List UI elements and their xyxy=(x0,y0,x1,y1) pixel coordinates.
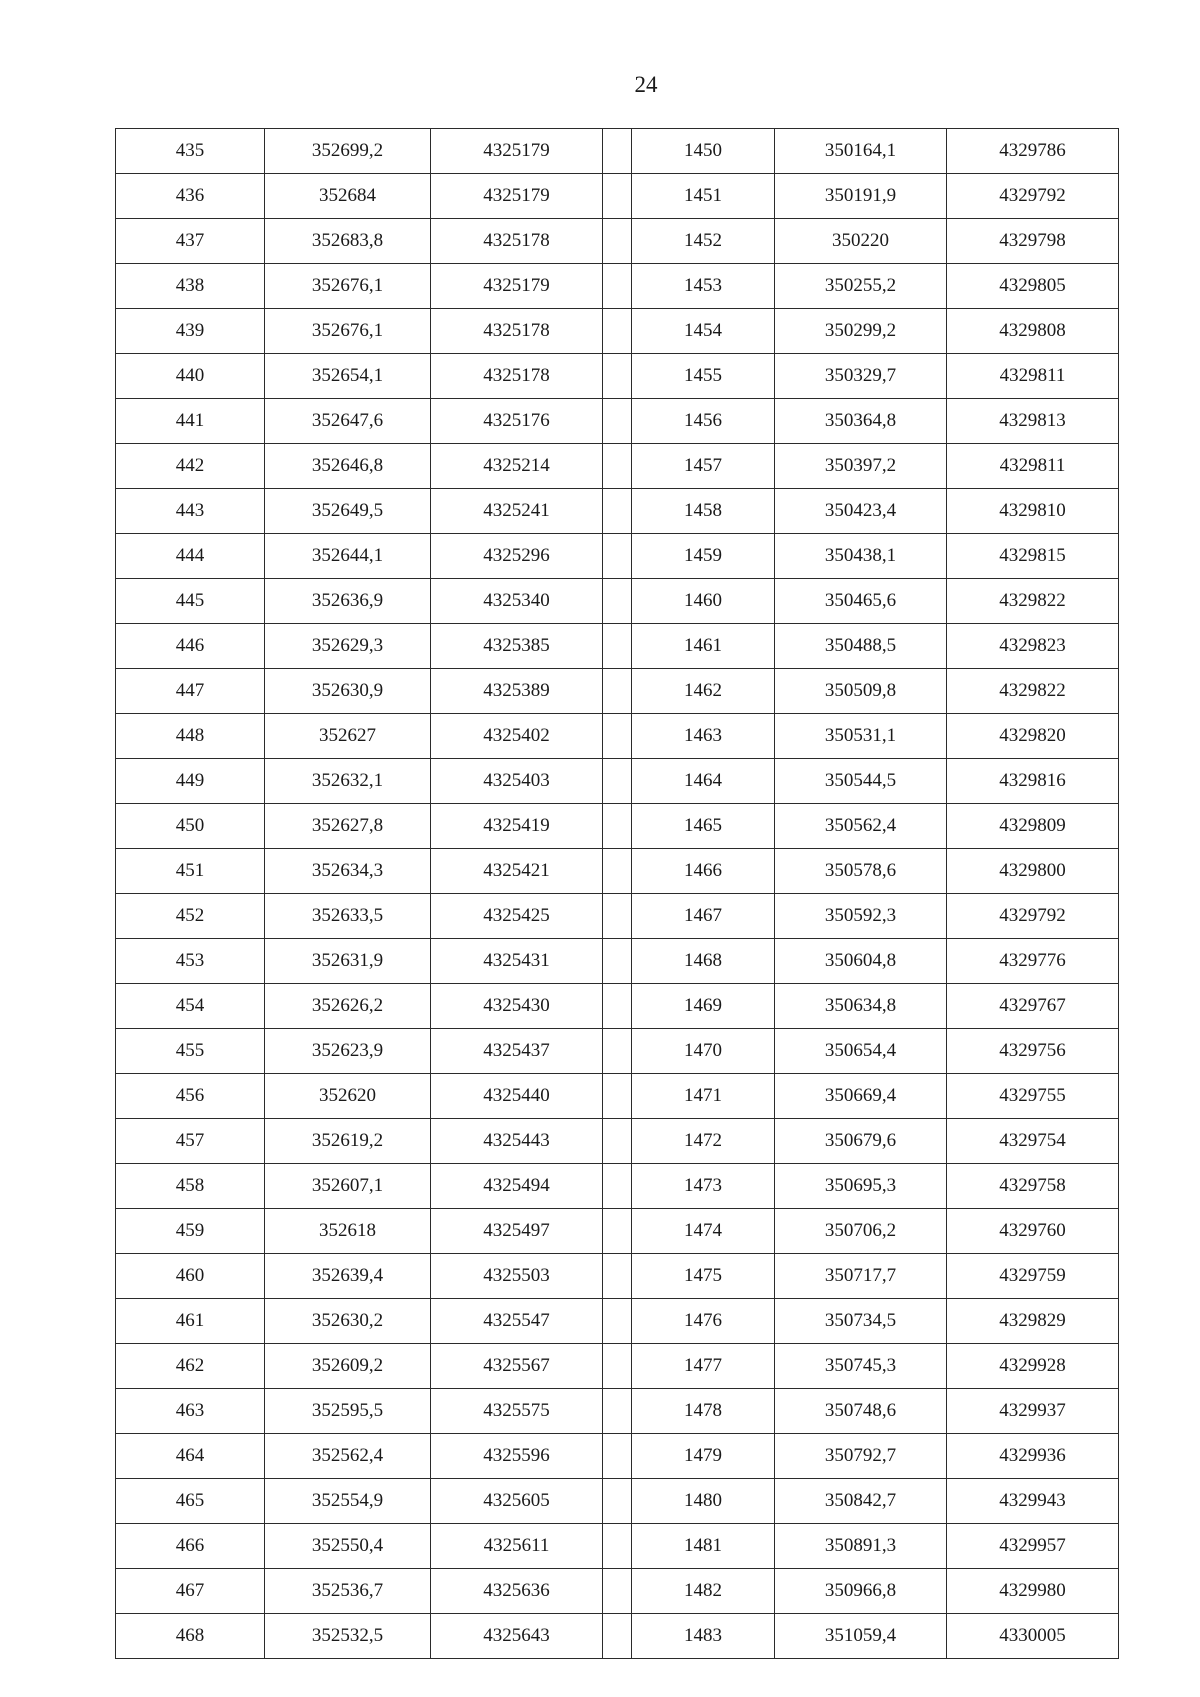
right-point-number-cell: 1475 xyxy=(632,1254,775,1299)
table-row xyxy=(116,1434,1119,1479)
right-point-number-cell: 1481 xyxy=(632,1524,775,1569)
left-y-coordinate-cell: 4325389 xyxy=(431,669,603,714)
left-y-coordinate-cell: 4325636 xyxy=(431,1569,603,1614)
left-point-number-cell: 450 xyxy=(116,804,265,849)
right-y-coordinate-cell: 4329822 xyxy=(947,669,1119,714)
right-point-number-cell: 1471 xyxy=(632,1074,775,1119)
left-y-coordinate-cell: 4325643 xyxy=(431,1614,603,1659)
table-row xyxy=(116,1524,1119,1569)
left-point-number-cell: 462 xyxy=(116,1344,265,1389)
right-point-number-cell: 1455 xyxy=(632,354,775,399)
right-point-number-cell: 1452 xyxy=(632,219,775,264)
table-row xyxy=(116,624,1119,669)
left-point-number-cell: 448 xyxy=(116,714,265,759)
right-point-number-cell: 1453 xyxy=(632,264,775,309)
left-y-coordinate-cell: 4325214 xyxy=(431,444,603,489)
coordinates-table xyxy=(115,128,1119,1659)
left-x-coordinate-cell: 352629,3 xyxy=(265,624,431,669)
right-point-number-cell: 1480 xyxy=(632,1479,775,1524)
left-y-coordinate-cell: 4325421 xyxy=(431,849,603,894)
table-row xyxy=(116,1164,1119,1209)
left-y-coordinate-cell: 4325430 xyxy=(431,984,603,1029)
column-gap xyxy=(603,1524,632,1569)
left-y-coordinate-cell: 4325494 xyxy=(431,1164,603,1209)
right-point-number-cell: 1474 xyxy=(632,1209,775,1254)
left-y-coordinate-cell: 4325596 xyxy=(431,1434,603,1479)
right-y-coordinate-cell: 4329754 xyxy=(947,1119,1119,1164)
column-gap xyxy=(603,669,632,714)
left-point-number-cell: 444 xyxy=(116,534,265,579)
left-x-coordinate-cell: 352644,1 xyxy=(265,534,431,579)
left-point-number-cell: 437 xyxy=(116,219,265,264)
left-point-number-cell: 458 xyxy=(116,1164,265,1209)
right-y-coordinate-cell: 4329792 xyxy=(947,174,1119,219)
column-gap xyxy=(603,849,632,894)
right-point-number-cell: 1463 xyxy=(632,714,775,759)
left-point-number-cell: 443 xyxy=(116,489,265,534)
left-y-coordinate-cell: 4325176 xyxy=(431,399,603,444)
right-y-coordinate-cell: 4329815 xyxy=(947,534,1119,579)
left-y-coordinate-cell: 4325178 xyxy=(431,354,603,399)
table-row xyxy=(116,669,1119,714)
left-y-coordinate-cell: 4325547 xyxy=(431,1299,603,1344)
right-point-number-cell: 1462 xyxy=(632,669,775,714)
left-x-coordinate-cell: 352627,8 xyxy=(265,804,431,849)
table-row xyxy=(116,534,1119,579)
right-y-coordinate-cell: 4329786 xyxy=(947,129,1119,174)
left-point-number-cell: 436 xyxy=(116,174,265,219)
column-gap xyxy=(603,1119,632,1164)
table-row xyxy=(116,1119,1119,1164)
left-point-number-cell: 435 xyxy=(116,129,265,174)
table-row xyxy=(116,939,1119,984)
left-point-number-cell: 440 xyxy=(116,354,265,399)
right-point-number-cell: 1477 xyxy=(632,1344,775,1389)
table-row xyxy=(116,489,1119,534)
table-row xyxy=(116,129,1119,174)
right-x-coordinate-cell: 350734,5 xyxy=(775,1299,947,1344)
table-row xyxy=(116,264,1119,309)
left-x-coordinate-cell: 352699,2 xyxy=(265,129,431,174)
left-y-coordinate-cell: 4325402 xyxy=(431,714,603,759)
right-y-coordinate-cell: 4329760 xyxy=(947,1209,1119,1254)
left-y-coordinate-cell: 4325503 xyxy=(431,1254,603,1299)
right-x-coordinate-cell: 350745,3 xyxy=(775,1344,947,1389)
left-x-coordinate-cell: 352632,1 xyxy=(265,759,431,804)
right-point-number-cell: 1478 xyxy=(632,1389,775,1434)
column-gap xyxy=(603,264,632,309)
right-y-coordinate-cell: 4329798 xyxy=(947,219,1119,264)
right-x-coordinate-cell: 350634,8 xyxy=(775,984,947,1029)
right-point-number-cell: 1469 xyxy=(632,984,775,1029)
right-x-coordinate-cell: 350717,7 xyxy=(775,1254,947,1299)
right-point-number-cell: 1458 xyxy=(632,489,775,534)
left-x-coordinate-cell: 352626,2 xyxy=(265,984,431,1029)
right-y-coordinate-cell: 4329792 xyxy=(947,894,1119,939)
table-row xyxy=(116,309,1119,354)
left-x-coordinate-cell: 352532,5 xyxy=(265,1614,431,1659)
right-x-coordinate-cell: 350220 xyxy=(775,219,947,264)
left-y-coordinate-cell: 4325340 xyxy=(431,579,603,624)
right-y-coordinate-cell: 4329776 xyxy=(947,939,1119,984)
left-y-coordinate-cell: 4325241 xyxy=(431,489,603,534)
right-x-coordinate-cell: 350669,4 xyxy=(775,1074,947,1119)
left-x-coordinate-cell: 352636,9 xyxy=(265,579,431,624)
right-y-coordinate-cell: 4329800 xyxy=(947,849,1119,894)
right-x-coordinate-cell: 350654,4 xyxy=(775,1029,947,1074)
column-gap xyxy=(603,624,632,669)
column-gap xyxy=(603,1074,632,1119)
left-y-coordinate-cell: 4325178 xyxy=(431,309,603,354)
left-point-number-cell: 468 xyxy=(116,1614,265,1659)
table-row xyxy=(116,579,1119,624)
column-gap xyxy=(603,1389,632,1434)
column-gap xyxy=(603,1254,632,1299)
right-point-number-cell: 1461 xyxy=(632,624,775,669)
table-row xyxy=(116,174,1119,219)
right-x-coordinate-cell: 350695,3 xyxy=(775,1164,947,1209)
right-x-coordinate-cell: 350706,2 xyxy=(775,1209,947,1254)
left-x-coordinate-cell: 352554,9 xyxy=(265,1479,431,1524)
left-point-number-cell: 456 xyxy=(116,1074,265,1119)
left-x-coordinate-cell: 352630,2 xyxy=(265,1299,431,1344)
column-gap xyxy=(603,1569,632,1614)
table-row xyxy=(116,894,1119,939)
column-gap xyxy=(603,444,632,489)
left-y-coordinate-cell: 4325611 xyxy=(431,1524,603,1569)
right-y-coordinate-cell: 4329822 xyxy=(947,579,1119,624)
column-gap xyxy=(603,1209,632,1254)
left-x-coordinate-cell: 352654,1 xyxy=(265,354,431,399)
table-row xyxy=(116,849,1119,894)
column-gap xyxy=(603,939,632,984)
right-y-coordinate-cell: 4329980 xyxy=(947,1569,1119,1614)
column-gap xyxy=(603,129,632,174)
left-point-number-cell: 455 xyxy=(116,1029,265,1074)
right-point-number-cell: 1457 xyxy=(632,444,775,489)
table-row xyxy=(116,1569,1119,1614)
left-x-coordinate-cell: 352631,9 xyxy=(265,939,431,984)
right-point-number-cell: 1468 xyxy=(632,939,775,984)
left-y-coordinate-cell: 4325425 xyxy=(431,894,603,939)
left-y-coordinate-cell: 4325419 xyxy=(431,804,603,849)
column-gap xyxy=(603,984,632,1029)
column-gap xyxy=(603,1299,632,1344)
right-x-coordinate-cell: 350966,8 xyxy=(775,1569,947,1614)
left-x-coordinate-cell: 352550,4 xyxy=(265,1524,431,1569)
left-point-number-cell: 438 xyxy=(116,264,265,309)
table-row xyxy=(116,804,1119,849)
right-x-coordinate-cell: 350891,3 xyxy=(775,1524,947,1569)
left-x-coordinate-cell: 352609,2 xyxy=(265,1344,431,1389)
right-y-coordinate-cell: 4329957 xyxy=(947,1524,1119,1569)
right-x-coordinate-cell: 350191,9 xyxy=(775,174,947,219)
right-y-coordinate-cell: 4329811 xyxy=(947,444,1119,489)
left-y-coordinate-cell: 4325567 xyxy=(431,1344,603,1389)
right-y-coordinate-cell: 4329810 xyxy=(947,489,1119,534)
table-row xyxy=(116,1209,1119,1254)
table-row xyxy=(116,1029,1119,1074)
right-x-coordinate-cell: 350842,7 xyxy=(775,1479,947,1524)
right-x-coordinate-cell: 350578,6 xyxy=(775,849,947,894)
left-point-number-cell: 465 xyxy=(116,1479,265,1524)
right-point-number-cell: 1473 xyxy=(632,1164,775,1209)
column-gap xyxy=(603,354,632,399)
column-gap xyxy=(603,534,632,579)
right-x-coordinate-cell: 350488,5 xyxy=(775,624,947,669)
left-x-coordinate-cell: 352618 xyxy=(265,1209,431,1254)
table-row xyxy=(116,444,1119,489)
left-point-number-cell: 457 xyxy=(116,1119,265,1164)
left-y-coordinate-cell: 4325179 xyxy=(431,129,603,174)
right-point-number-cell: 1476 xyxy=(632,1299,775,1344)
right-y-coordinate-cell: 4330005 xyxy=(947,1614,1119,1659)
right-y-coordinate-cell: 4329808 xyxy=(947,309,1119,354)
right-point-number-cell: 1467 xyxy=(632,894,775,939)
column-gap xyxy=(603,1479,632,1524)
column-gap xyxy=(603,804,632,849)
right-point-number-cell: 1459 xyxy=(632,534,775,579)
table-row xyxy=(116,714,1119,759)
page-number: 24 xyxy=(634,72,658,97)
right-x-coordinate-cell: 350438,1 xyxy=(775,534,947,579)
left-x-coordinate-cell: 352649,5 xyxy=(265,489,431,534)
left-y-coordinate-cell: 4325179 xyxy=(431,174,603,219)
column-gap xyxy=(603,489,632,534)
left-x-coordinate-cell: 352607,1 xyxy=(265,1164,431,1209)
right-x-coordinate-cell: 350544,5 xyxy=(775,759,947,804)
left-point-number-cell: 442 xyxy=(116,444,265,489)
table-row xyxy=(116,984,1119,1029)
right-point-number-cell: 1454 xyxy=(632,309,775,354)
left-x-coordinate-cell: 352623,9 xyxy=(265,1029,431,1074)
right-point-number-cell: 1470 xyxy=(632,1029,775,1074)
table-row xyxy=(116,1074,1119,1119)
right-y-coordinate-cell: 4329755 xyxy=(947,1074,1119,1119)
left-x-coordinate-cell: 352627 xyxy=(265,714,431,759)
left-x-coordinate-cell: 352633,5 xyxy=(265,894,431,939)
right-x-coordinate-cell: 350604,8 xyxy=(775,939,947,984)
column-gap xyxy=(603,1434,632,1479)
right-y-coordinate-cell: 4329943 xyxy=(947,1479,1119,1524)
right-x-coordinate-cell: 350423,4 xyxy=(775,489,947,534)
left-point-number-cell: 466 xyxy=(116,1524,265,1569)
left-y-coordinate-cell: 4325179 xyxy=(431,264,603,309)
left-point-number-cell: 459 xyxy=(116,1209,265,1254)
right-y-coordinate-cell: 4329816 xyxy=(947,759,1119,804)
right-x-coordinate-cell: 350299,2 xyxy=(775,309,947,354)
right-point-number-cell: 1472 xyxy=(632,1119,775,1164)
right-x-coordinate-cell: 350465,6 xyxy=(775,579,947,624)
left-x-coordinate-cell: 352647,6 xyxy=(265,399,431,444)
column-gap xyxy=(603,714,632,759)
column-gap xyxy=(603,759,632,804)
left-x-coordinate-cell: 352620 xyxy=(265,1074,431,1119)
left-x-coordinate-cell: 352595,5 xyxy=(265,1389,431,1434)
column-gap xyxy=(603,1164,632,1209)
left-point-number-cell: 461 xyxy=(116,1299,265,1344)
left-point-number-cell: 463 xyxy=(116,1389,265,1434)
column-gap xyxy=(603,219,632,264)
right-y-coordinate-cell: 4329820 xyxy=(947,714,1119,759)
right-y-coordinate-cell: 4329809 xyxy=(947,804,1119,849)
left-y-coordinate-cell: 4325403 xyxy=(431,759,603,804)
right-y-coordinate-cell: 4329829 xyxy=(947,1299,1119,1344)
table-row xyxy=(116,1299,1119,1344)
left-point-number-cell: 441 xyxy=(116,399,265,444)
left-point-number-cell: 439 xyxy=(116,309,265,354)
right-x-coordinate-cell: 350397,2 xyxy=(775,444,947,489)
table-row xyxy=(116,1614,1119,1659)
left-y-coordinate-cell: 4325385 xyxy=(431,624,603,669)
right-y-coordinate-cell: 4329936 xyxy=(947,1434,1119,1479)
left-point-number-cell: 446 xyxy=(116,624,265,669)
table-row xyxy=(116,1344,1119,1389)
left-y-coordinate-cell: 4325575 xyxy=(431,1389,603,1434)
left-point-number-cell: 464 xyxy=(116,1434,265,1479)
coordinates-table-body xyxy=(116,129,1119,1659)
column-gap xyxy=(603,174,632,219)
right-y-coordinate-cell: 4329928 xyxy=(947,1344,1119,1389)
right-y-coordinate-cell: 4329811 xyxy=(947,354,1119,399)
left-x-coordinate-cell: 352676,1 xyxy=(265,264,431,309)
right-x-coordinate-cell: 351059,4 xyxy=(775,1614,947,1659)
left-x-coordinate-cell: 352676,1 xyxy=(265,309,431,354)
table-row xyxy=(116,354,1119,399)
column-gap xyxy=(603,1614,632,1659)
right-x-coordinate-cell: 350592,3 xyxy=(775,894,947,939)
left-point-number-cell: 449 xyxy=(116,759,265,804)
left-y-coordinate-cell: 4325178 xyxy=(431,219,603,264)
left-x-coordinate-cell: 352684 xyxy=(265,174,431,219)
left-point-number-cell: 460 xyxy=(116,1254,265,1299)
right-y-coordinate-cell: 4329758 xyxy=(947,1164,1119,1209)
left-point-number-cell: 447 xyxy=(116,669,265,714)
table-row xyxy=(116,399,1119,444)
column-gap xyxy=(603,579,632,624)
left-point-number-cell: 454 xyxy=(116,984,265,1029)
left-y-coordinate-cell: 4325437 xyxy=(431,1029,603,1074)
column-gap xyxy=(603,894,632,939)
right-point-number-cell: 1464 xyxy=(632,759,775,804)
left-y-coordinate-cell: 4325431 xyxy=(431,939,603,984)
right-y-coordinate-cell: 4329813 xyxy=(947,399,1119,444)
left-point-number-cell: 451 xyxy=(116,849,265,894)
column-gap xyxy=(603,399,632,444)
right-point-number-cell: 1456 xyxy=(632,399,775,444)
left-x-coordinate-cell: 352630,9 xyxy=(265,669,431,714)
left-y-coordinate-cell: 4325296 xyxy=(431,534,603,579)
column-gap xyxy=(603,1029,632,1074)
left-x-coordinate-cell: 352634,3 xyxy=(265,849,431,894)
right-x-coordinate-cell: 350748,6 xyxy=(775,1389,947,1434)
right-y-coordinate-cell: 4329756 xyxy=(947,1029,1119,1074)
left-point-number-cell: 452 xyxy=(116,894,265,939)
table-row xyxy=(116,1254,1119,1299)
column-gap xyxy=(603,309,632,354)
right-point-number-cell: 1460 xyxy=(632,579,775,624)
left-x-coordinate-cell: 352639,4 xyxy=(265,1254,431,1299)
left-y-coordinate-cell: 4325497 xyxy=(431,1209,603,1254)
left-x-coordinate-cell: 352619,2 xyxy=(265,1119,431,1164)
table-row xyxy=(116,1389,1119,1434)
right-x-coordinate-cell: 350679,6 xyxy=(775,1119,947,1164)
right-point-number-cell: 1483 xyxy=(632,1614,775,1659)
right-point-number-cell: 1451 xyxy=(632,174,775,219)
right-x-coordinate-cell: 350255,2 xyxy=(775,264,947,309)
right-x-coordinate-cell: 350329,7 xyxy=(775,354,947,399)
left-y-coordinate-cell: 4325440 xyxy=(431,1074,603,1119)
left-x-coordinate-cell: 352536,7 xyxy=(265,1569,431,1614)
left-x-coordinate-cell: 352683,8 xyxy=(265,219,431,264)
left-point-number-cell: 453 xyxy=(116,939,265,984)
right-x-coordinate-cell: 350164,1 xyxy=(775,129,947,174)
right-x-coordinate-cell: 350531,1 xyxy=(775,714,947,759)
left-point-number-cell: 445 xyxy=(116,579,265,624)
right-point-number-cell: 1450 xyxy=(632,129,775,174)
table-row xyxy=(116,759,1119,804)
right-point-number-cell: 1482 xyxy=(632,1569,775,1614)
left-x-coordinate-cell: 352646,8 xyxy=(265,444,431,489)
right-point-number-cell: 1466 xyxy=(632,849,775,894)
right-y-coordinate-cell: 4329767 xyxy=(947,984,1119,1029)
left-y-coordinate-cell: 4325443 xyxy=(431,1119,603,1164)
right-y-coordinate-cell: 4329823 xyxy=(947,624,1119,669)
right-point-number-cell: 1479 xyxy=(632,1434,775,1479)
left-x-coordinate-cell: 352562,4 xyxy=(265,1434,431,1479)
column-gap xyxy=(603,1344,632,1389)
table-row xyxy=(116,219,1119,264)
left-y-coordinate-cell: 4325605 xyxy=(431,1479,603,1524)
right-y-coordinate-cell: 4329937 xyxy=(947,1389,1119,1434)
right-x-coordinate-cell: 350792,7 xyxy=(775,1434,947,1479)
right-y-coordinate-cell: 4329805 xyxy=(947,264,1119,309)
left-point-number-cell: 467 xyxy=(116,1569,265,1614)
right-x-coordinate-cell: 350509,8 xyxy=(775,669,947,714)
right-x-coordinate-cell: 350562,4 xyxy=(775,804,947,849)
right-point-number-cell: 1465 xyxy=(632,804,775,849)
right-x-coordinate-cell: 350364,8 xyxy=(775,399,947,444)
table-row xyxy=(116,1479,1119,1524)
right-y-coordinate-cell: 4329759 xyxy=(947,1254,1119,1299)
